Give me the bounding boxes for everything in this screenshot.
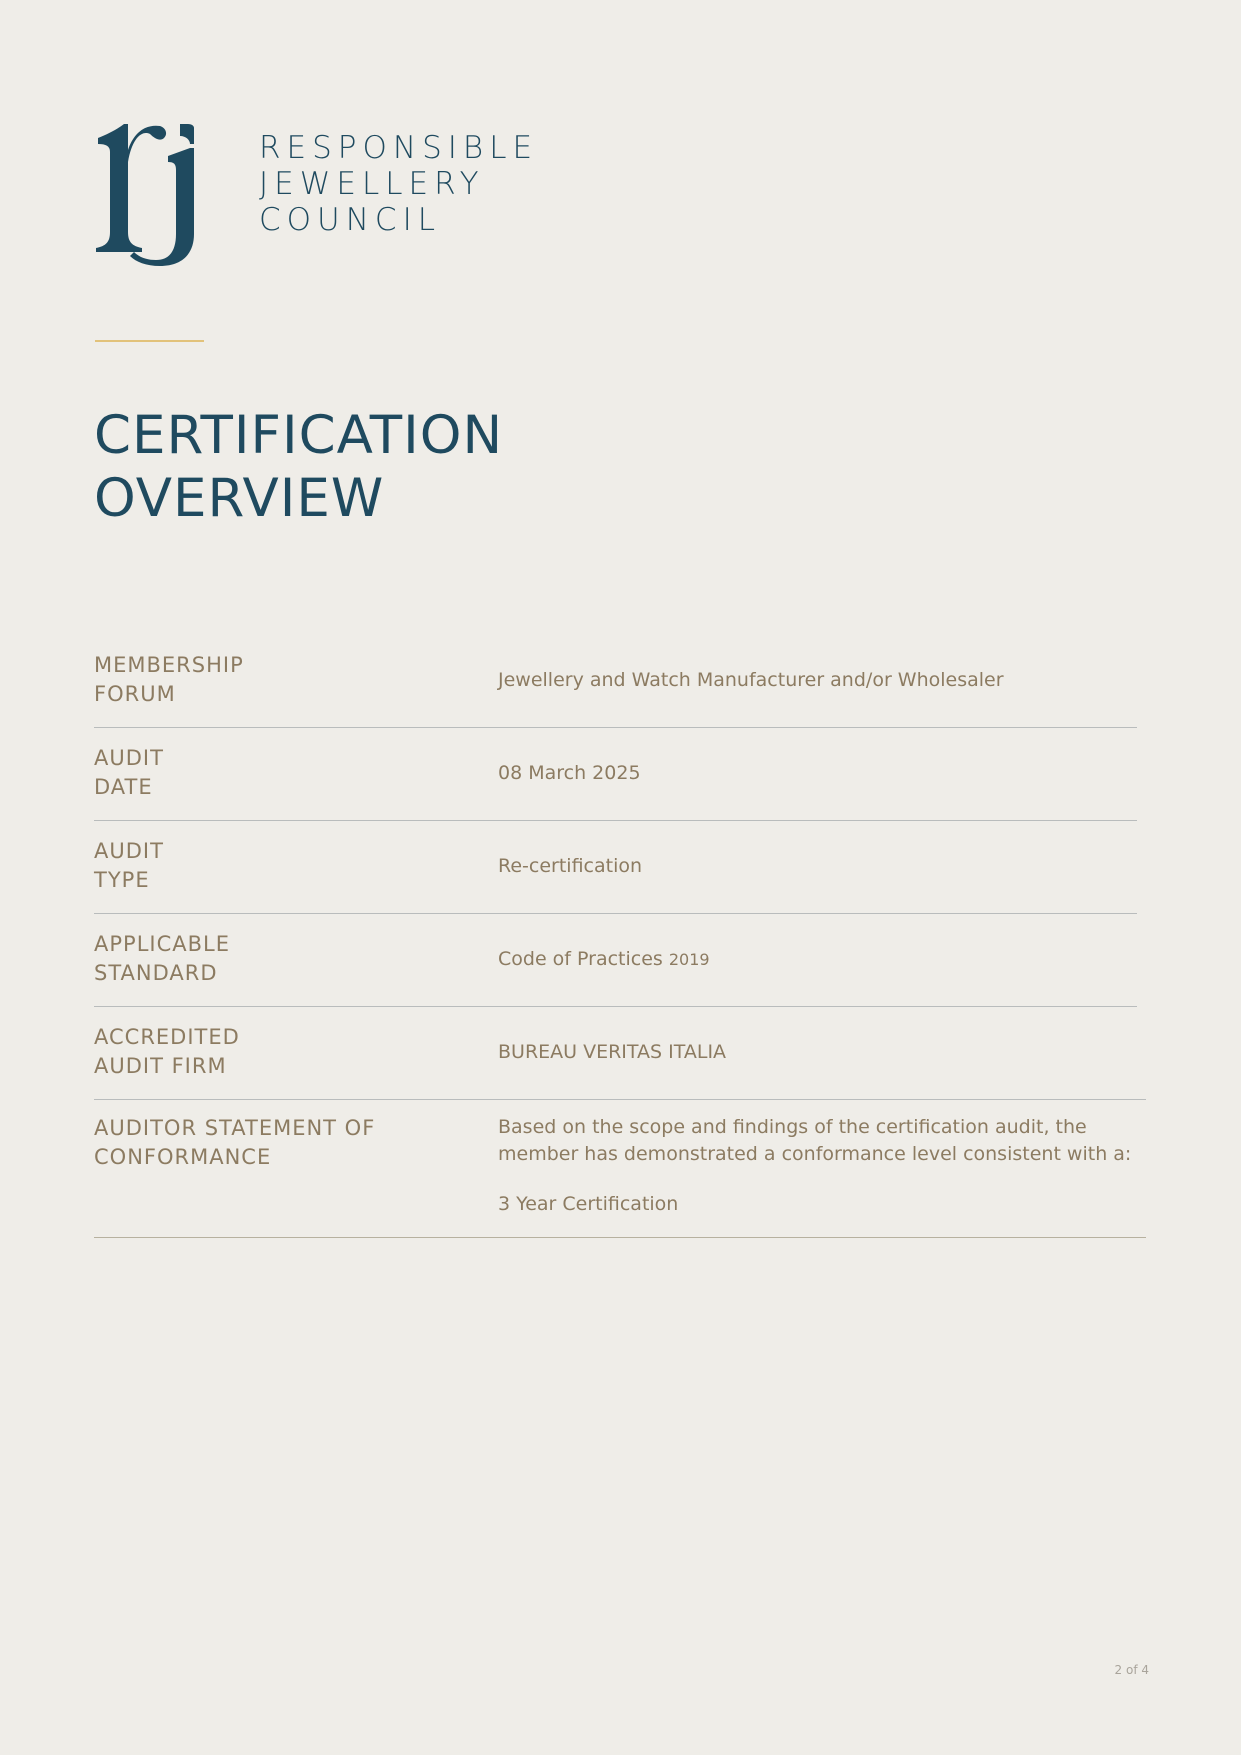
row-value: Re-certification <box>498 855 643 877</box>
page-number: 2 of 4 <box>1114 1663 1149 1677</box>
row-label-line-1: AUDIT <box>94 839 164 863</box>
row-label-line-2: TYPE <box>94 868 150 892</box>
certification-result: 3 Year Certification <box>498 1193 679 1215</box>
page-title-line-2: OVERVIEW <box>94 468 385 529</box>
overview-row-audit-firm <box>94 1007 1146 1100</box>
overview-row-applicable-standard <box>94 914 1137 1007</box>
row-label-line-2: DATE <box>94 775 153 799</box>
row-label-line-1: APPLICABLE <box>94 932 230 956</box>
rjc-monogram-icon <box>94 122 204 267</box>
row-value <box>498 946 710 973</box>
row-label <box>94 1114 375 1172</box>
statement-text <box>498 1114 1148 1218</box>
row-label <box>94 744 164 802</box>
row-label-line-1: MEMBERSHIP <box>94 653 244 677</box>
organization-name-line-2: JEWELLERY <box>259 166 485 202</box>
rjc-monogram-logo <box>94 122 204 267</box>
overview-row-audit-type <box>94 821 1137 914</box>
row-value: 08 March 2025 <box>498 762 641 784</box>
standard-name: Code of Practices <box>498 948 663 970</box>
row-label <box>94 651 244 709</box>
row-label-line-1: ACCREDITED <box>94 1025 240 1049</box>
row-label <box>94 1023 240 1081</box>
row-label-line-2: FORUM <box>94 682 176 706</box>
row-label-line-2: STANDARD <box>94 961 218 985</box>
row-label-line-2: AUDIT FIRM <box>94 1054 227 1078</box>
table-bottom-rule <box>94 1237 1146 1238</box>
certification-overview-table <box>94 635 1146 1100</box>
row-label-line-1: AUDITOR STATEMENT OF <box>94 1116 376 1140</box>
row-label <box>94 837 164 895</box>
accent-divider <box>95 340 204 342</box>
row-value: Jewellery and Watch Manufacturer and/or Wholesaler <box>498 669 1004 691</box>
organization-name-line-1: RESPONSIBLE <box>259 130 539 166</box>
organization-name-line-3: COUNCIL <box>259 202 441 238</box>
standard-year: 2019 <box>668 950 710 969</box>
statement-paragraph: Based on the scope and findings of the certification audit, the member has demonstrated a conformance level consistent with a: <box>498 1116 1132 1165</box>
overview-row-membership-forum <box>94 635 1137 728</box>
row-label-line-2: CONFORMANCE <box>94 1145 272 1169</box>
row-label-line-1: AUDIT <box>94 746 164 770</box>
page-title <box>94 404 503 530</box>
overview-row-audit-date <box>94 728 1137 821</box>
row-value: BUREAU VERITAS ITALIA <box>498 1041 727 1063</box>
page-title-line-1: CERTIFICATION <box>94 405 504 466</box>
organization-name <box>259 130 538 238</box>
row-label <box>94 930 230 988</box>
